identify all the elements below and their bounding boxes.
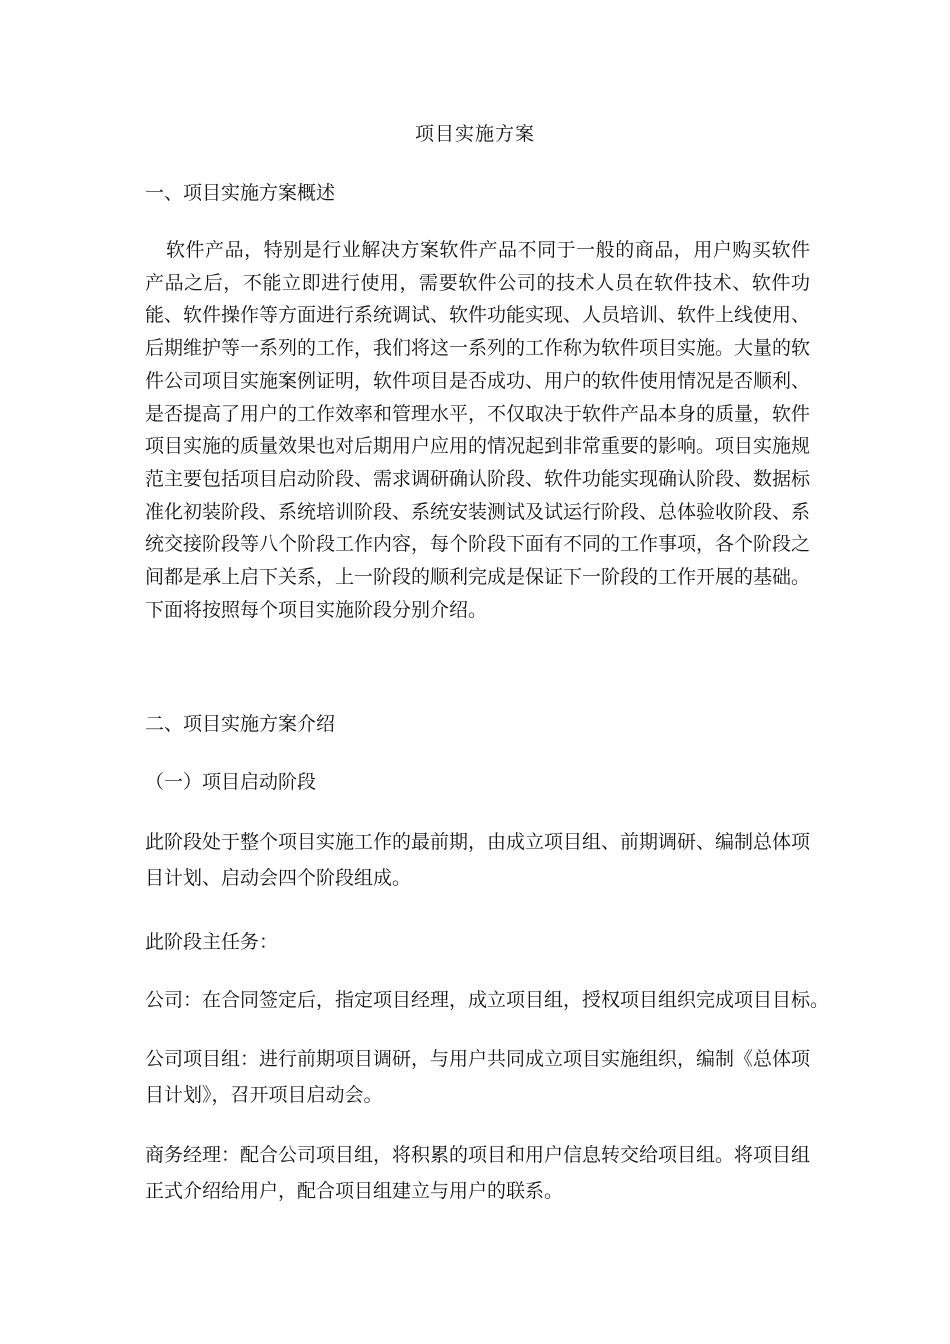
tasks-label: 此阶段主任务：	[145, 931, 279, 953]
document-title: 项目实施方案	[414, 123, 535, 145]
startup-intro-paragraph: 此阶段处于整个项目实施工作的最前期，由成立项目组、前期调研、编制总体项目计划、启动会四个阶段组成。	[145, 831, 811, 889]
subsection-heading-startup: （一）项目启动阶段	[145, 771, 317, 793]
section-heading-overview: 一、项目实施方案概述	[145, 182, 336, 204]
company-task: 公司：在合同签定后，指定项目经理，成立项目组，授权项目组织完成项目目标。	[145, 989, 830, 1011]
project-team-task: 公司项目组：进行前期项目调研，与用户共同成立项目实施组织，编制《总体项目计划》，召开项目启动会。	[145, 1048, 811, 1106]
overview-paragraph: 软件产品，特别是行业解决方案软件产品不同于一般的商品，用户购买软件产品之后，不能立即进行使用，需要软件公司的技术人员在软件技术、软件功能、软件操作等方面进行系统调试、软件功能实现、人员培训、软件上线使用、后期维护等一系列的工作，我们将这一系列的工作称为软件项目实施。大量的软件公司项目实施案例证明，软件项目是否成功、用户的软件使用情况是否顺利、是否提高了用户的工作效率和管理水平，不仅取决于软件产品本身的质量，软件项目实施的质量效果也对后期用户应用的情况起到非常重要的影响。项目实施规范主要包括项目启动阶段、需求调研确认阶段、软件功能实现确认阶段、数据标准化初装阶段、系统培训阶段、系统安装测试及试运行阶段、总体验收阶段、系统交接阶段等八个阶段工作内容，每个阶段下面有不同的工作事项，各个阶段之间都是承上启下关系，上一阶段的顺利完成是保证下一阶段的工作开展的基础。下面将按照每个项目实施阶段分别介绍。	[145, 239, 811, 621]
business-manager-task: 商务经理：配合公司项目组，将积累的项目和用户信息转交给项目组。将项目组正式介绍给用户，配合项目组建立与用户的联系。	[145, 1144, 811, 1202]
section-heading-introduction: 二、项目实施方案介绍	[145, 713, 336, 735]
